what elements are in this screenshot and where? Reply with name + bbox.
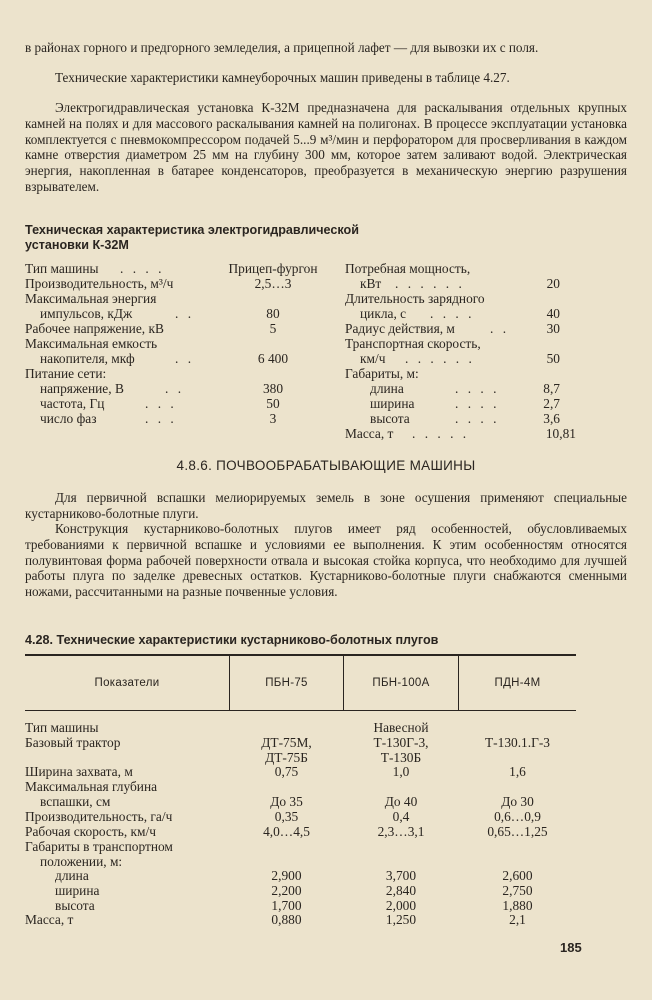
- spec-left-value: 380: [262, 381, 284, 396]
- table-cell: 2,900: [271, 868, 302, 883]
- spec-right-label: длина: [370, 381, 404, 396]
- table-cell: 0,880: [271, 912, 302, 927]
- table-cell: 0,75: [274, 764, 299, 779]
- table-cell: 0,4: [392, 809, 410, 824]
- table-row-label: Тип машины: [25, 720, 99, 735]
- spec-left-value: Прицеп-фургон: [228, 261, 318, 276]
- spec-right-value: 40: [546, 306, 560, 321]
- leader-dots: . . . . . .: [395, 276, 465, 291]
- spec-right-label: Габариты, м:: [345, 366, 419, 381]
- spec-right-label: цикла, с: [360, 306, 407, 321]
- spec-right-value: 10,81: [545, 426, 576, 441]
- spec-right-value: 30: [546, 321, 560, 336]
- spec-left-value: 80: [266, 306, 280, 321]
- table-header-cell: ПБН-75: [265, 677, 308, 689]
- intro-paragraph-3: Электрогидравлическая установка К-32М предназначена для раскалывания отдельных крупных камней на полях и для массового раскалывания камней на полигонах. В процессе эксплуатации установка комплектуется с пневмокомпрессором подачей 5...9 м³/мин и перфоратором для просверливания в каждом камне отверстия диаметром 25 мм на глубину 300 мм, которое затем заливают водой. Электрическая энергия, накопленная в батарее конденсаторов, преобразуется в механическую энергию разрушения взрывателем.: [25, 100, 627, 194]
- spec-right-label: Транспортная скорость,: [345, 336, 481, 351]
- table-cell: До 40: [384, 794, 418, 809]
- leader-dots: . . . .: [455, 396, 500, 411]
- table-row-label: Базовый трактор: [25, 735, 121, 750]
- table-cell: ДТ-75М,: [261, 735, 312, 750]
- spec-left-label: число фаз: [40, 411, 97, 426]
- table-header-cell: ПДН-4М: [494, 677, 541, 689]
- spec-right-label: высота: [370, 411, 410, 426]
- intro-paragraph-1: в районах горного и предгорного земледелия, а прицепной лафет — для вывозки их с поля.: [25, 40, 539, 55]
- table-row-label: Максимальная глубина: [25, 779, 158, 794]
- leader-dots: . . . .: [455, 381, 500, 396]
- spec-left-value: 2,5…3: [254, 276, 292, 291]
- table-cell: 1,0: [392, 764, 410, 779]
- table-cell: 4,0…4,5: [263, 824, 310, 839]
- table-row-label: положении, м:: [40, 854, 123, 869]
- spec-left-label: накопителя, мкф: [40, 351, 135, 366]
- spec-right-label: км/ч: [360, 351, 386, 366]
- spec-right-label: ширина: [370, 396, 415, 411]
- table-cell: 0,65…1,25: [487, 824, 548, 839]
- table-cell: 2,3…3,1: [377, 824, 425, 839]
- table-cell: До 30: [501, 794, 534, 809]
- table-cell: 1,250: [385, 912, 417, 927]
- table-header-cell: ПБН-100А: [372, 677, 430, 689]
- table-cell: ДТ-75Б: [265, 750, 308, 765]
- leader-dots: . . . .: [455, 411, 500, 426]
- page-number: 185: [560, 940, 582, 955]
- leader-dots: . . .: [145, 396, 177, 411]
- table-cell: 1,880: [502, 898, 533, 913]
- spec-left-value: 3: [269, 411, 277, 426]
- table-cell: Т-130.1.Г-3: [484, 735, 550, 750]
- spec-left-label: напряжение, В: [40, 381, 124, 396]
- table-cell: 1,6: [509, 764, 526, 779]
- table-cell: 2,840: [385, 883, 417, 898]
- table-cell: 2,000: [385, 898, 417, 913]
- leader-dots: . .: [490, 321, 510, 336]
- spec-left-label: Питание сети:: [25, 366, 107, 381]
- intro-paragraph-2: Технические характеристики камнеуборочных машин приведены в таблице 4.27.: [55, 70, 510, 85]
- table-title: 4.28. Технические характеристики кустарниково-болотных плугов: [25, 633, 439, 647]
- spec-left-label: Рабочее напряжение, кВ: [25, 321, 164, 336]
- leader-dots: . . .: [145, 411, 177, 426]
- spec-right-value: 3,6: [543, 411, 560, 426]
- table-cell: 1,700: [271, 898, 302, 913]
- spec-left-value: 50: [266, 396, 280, 411]
- leader-dots: . . . .: [120, 261, 165, 276]
- spec-right-value: 50: [546, 351, 560, 366]
- spec-right-label: кВт: [360, 276, 382, 291]
- spec-right-label: Потребная мощность,: [345, 261, 471, 276]
- table-cell: Т-130Г-3,: [373, 735, 429, 750]
- spec-title-line-2: установки К-32М: [25, 238, 129, 252]
- spec-left-value: 5: [269, 321, 277, 336]
- section-paragraph-2: Конструкция кустарниково-болотных плугов имеет ряд особенностей, обусловливаемых требованиями к первичной вспашке и условиями ее выполнения. К этим особенностям относятся полувинтовая форма рабочей поверхности отвала и высокая стойка корпуса, что необходимо для лучшей работы плуга по заделке древесных остатков. Кустарниково-болотные плуги снабжаются сменными ножами, рассчитанными на разные почвенные условия.: [25, 521, 627, 600]
- spec-right-label: Радиус действия, м: [345, 321, 455, 336]
- spec-left-value: 6 400: [257, 351, 289, 366]
- table-cell: 2,200: [271, 883, 302, 898]
- table-cell: 2,600: [502, 868, 533, 883]
- spec-left-label: Максимальная энергия: [25, 291, 157, 306]
- spec-left-label: Максимальная емкость: [25, 336, 158, 351]
- table-cell: 0,6…0,9: [494, 809, 541, 824]
- spec-right-label: Масса, т: [345, 426, 394, 441]
- spec-right-label: Длительность зарядного: [345, 291, 485, 306]
- spec-right-value: 2,7: [543, 396, 560, 411]
- table-cell: 2,750: [502, 883, 533, 898]
- table-cell: До 35: [270, 794, 303, 809]
- spec-title: [25, 223, 525, 253]
- spec-left-label: Производительность, м³/ч: [25, 276, 174, 291]
- table-cell: Навесной: [373, 720, 429, 735]
- table-row-label: ширина: [55, 883, 100, 898]
- table-row-label: Габариты в транспортном: [25, 839, 173, 854]
- leader-dots: . . . .: [430, 306, 475, 321]
- leader-dots: . . . . . .: [405, 351, 475, 366]
- leader-dots: . .: [175, 306, 195, 321]
- table-row-label: высота: [55, 898, 95, 913]
- table-top-rule: [25, 654, 576, 656]
- table-row-label: Производительность, га/ч: [25, 809, 173, 824]
- table-row-label: длина: [55, 868, 89, 883]
- leader-dots: . .: [175, 351, 195, 366]
- spec-right-value: 20: [546, 276, 560, 291]
- spec-left-label: импульсов, кДж: [40, 306, 133, 321]
- leader-dots: . . . . .: [412, 426, 470, 441]
- table-header-cell: Показатели: [94, 677, 160, 689]
- table-cell: 2,1: [509, 912, 526, 927]
- table-row-label: вспашки, см: [40, 794, 111, 809]
- spec-title-line-1: Техническая характеристика электрогидравлической: [25, 223, 359, 237]
- table-row-label: Ширина захвата, м: [25, 764, 133, 779]
- table-cell: 3,700: [385, 868, 417, 883]
- section-paragraph-1: Для первичной вспашки мелиорируемых земель в зоне осушения применяют специальные кустарниково-болотные плуги.: [25, 490, 627, 521]
- table-cell: 0,35: [274, 809, 299, 824]
- leader-dots: . .: [165, 381, 185, 396]
- section-heading: 4.8.6. ПОЧВООБРАБАТЫВАЮЩИЕ МАШИНЫ: [176, 458, 476, 473]
- spec-left-label: частота, Гц: [40, 396, 105, 411]
- table-cell: Т-130Б: [380, 750, 422, 765]
- spec-left-label: Тип машины: [25, 261, 99, 276]
- spec-right-value: 8,7: [543, 381, 560, 396]
- table-row-label: Рабочая скорость, км/ч: [25, 824, 156, 839]
- table-row-label: Масса, т: [25, 912, 74, 927]
- table-header-rule: [25, 710, 576, 711]
